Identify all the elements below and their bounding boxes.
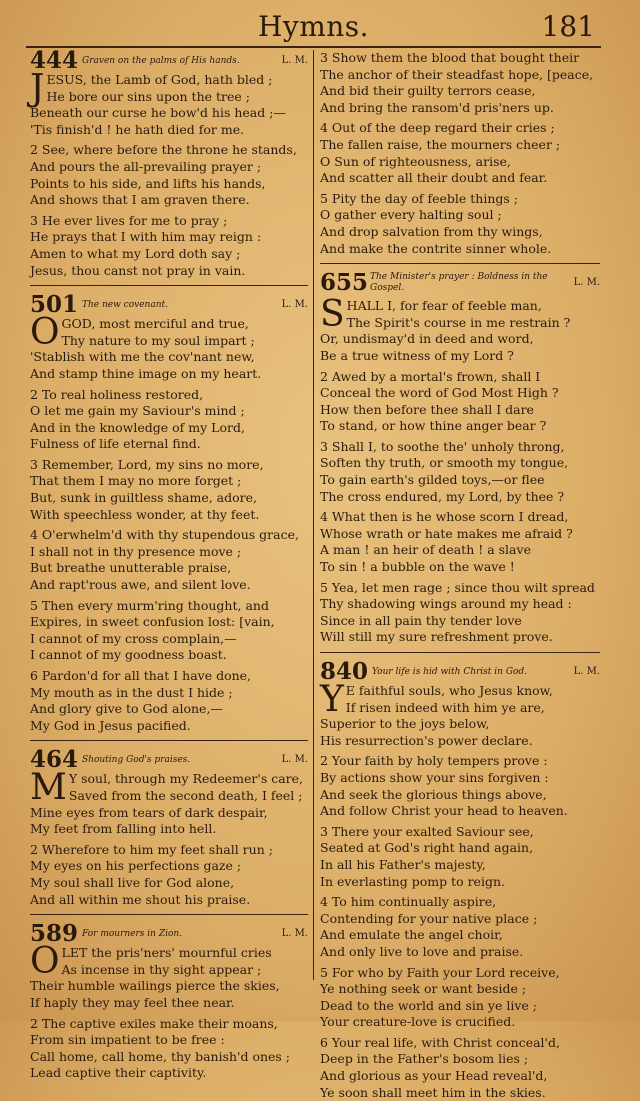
hymn-number: 501 (30, 291, 79, 319)
verse-line: Your creature-love is crucified. (320, 1014, 516, 1030)
stanza (320, 509, 600, 575)
verse-line: Thy shadowing wings around my head : (320, 596, 572, 612)
stanza (320, 1035, 600, 1101)
verse-line: 5 For who by Faith your Lord receive, (320, 964, 560, 980)
verse-line: And shows that I am graven there. (30, 192, 250, 208)
verse-line: In everlasting pomp to reign. (320, 873, 505, 889)
stanza (30, 527, 308, 593)
verse-line: 'Tis finish'd ! he hath died for me. (30, 121, 245, 137)
hymn-501 (30, 285, 308, 734)
verse-line: E faithful souls, who Jesus know, (345, 683, 553, 698)
verse-line: Deep in the Father's bosom lies ; (320, 1051, 529, 1067)
stanza (320, 824, 600, 890)
verse-line: And scatter all their doubt and fear. (320, 170, 548, 186)
column-divider (313, 50, 314, 980)
verse-line: And make the contrite sinner whole. (320, 240, 552, 256)
verse-line: And rapt'rous awe, and silent love. (30, 577, 251, 593)
hymn-meter: L. M. (281, 299, 308, 311)
hymn-444 (30, 47, 308, 279)
verse-line: Amen to what my Lord doth say ; (30, 245, 241, 261)
hymn-589 (30, 914, 308, 1082)
hymn-meter: L. M. (281, 928, 308, 940)
verse-line: 'Stablish with me the cov'nant new, (30, 349, 255, 365)
verse-line: And drop salvation from thy wings, (320, 223, 543, 239)
verse-line: The anchor of their steadfast hope, [peace, (320, 66, 594, 82)
hymn-655 (320, 263, 600, 646)
verse-line: That them I may no more forget ; (30, 473, 242, 489)
stanza (320, 580, 600, 646)
hymn-continued (320, 50, 600, 257)
verse-line: O let me gain my Saviour's mind ; (30, 403, 245, 419)
verse-line: Dead to the world and sin ye live ; (320, 997, 537, 1013)
verse-line: 5 Yea, let men rage ; since thou wilt spread (320, 579, 595, 595)
verse-line: How then before thee shall I dare (320, 401, 534, 417)
verse-line: 2 Wherefore to him my feet shall run ; (30, 841, 273, 857)
hymn-title: Graven on the palms of His hands. (82, 56, 240, 66)
verse-line: And in the knowledge of my Lord, (30, 419, 245, 435)
verse-line: From sin impatient to be free : (30, 1032, 225, 1048)
drop-cap: O (30, 312, 60, 354)
stanza (320, 50, 600, 116)
verse-line: O Sun of righteousness, arise, (320, 153, 511, 169)
hymn-title: Your life is hid with Christ in God. (372, 667, 528, 677)
hymn-meter: L. M. (281, 55, 308, 66)
stanza (320, 369, 600, 435)
verse-line: Call home, call home, thy banish'd ones ; (30, 1048, 291, 1064)
verse-line: Seated at God's right hand again, (320, 840, 534, 856)
page-header (26, 10, 601, 48)
verse-line: 6 Pardon'd for all that I have done, (30, 668, 252, 683)
verse-line: Points to his side, and lifts his hands, (30, 175, 266, 191)
verse-line: And follow Christ your head to heaven. (320, 803, 568, 819)
hymn-meter: L. M. (573, 666, 600, 677)
verse-line: My mouth as in the dust I hide ; (30, 684, 233, 700)
verse-line: GOD, most merciful and true, (61, 316, 249, 332)
hymn-number: 464 (30, 746, 79, 774)
verse-line: Mine eyes from tears of dark despair, (30, 804, 268, 820)
stanza (30, 68, 308, 138)
verse-line: With speechless wonder, at thy feet. (30, 506, 260, 522)
drop-cap: O (30, 941, 60, 983)
verse-line: Beneath our curse he bow'd his head ;— (30, 105, 286, 121)
verse-line: LET the pris'ners' mournful cries (61, 945, 272, 961)
hymn-separator-rule (30, 914, 308, 915)
stanza (30, 213, 308, 279)
stanza (320, 894, 600, 960)
verse-line: The Spirit's course in me restrain ? (346, 314, 571, 330)
verse-line: Fulness of life eternal find. (30, 436, 201, 452)
verse-line: 4 O'erwhelm'd with thy stupendous grace, (30, 527, 299, 543)
verse-line: 3 Show them the blood that bought their (320, 50, 580, 65)
verse-line: Be a true witness of my Lord ? (320, 347, 514, 363)
verse-line: And bid their guilty terrors cease, (320, 83, 536, 99)
verse-line: And bring the ransom'd pris'ners up. (320, 99, 554, 115)
verse-line: And glory give to God alone,— (30, 701, 223, 717)
hymn-title: The new covenant. (82, 300, 168, 311)
verse-line: Conceal the word of God Most High ? (320, 385, 559, 401)
stanza (320, 294, 600, 364)
verse-line: Their humble wailings pierce the skies, (30, 978, 280, 994)
verse-line: I cannot of my goodness boast. (30, 647, 227, 663)
verse-line: Y soul, through my Redeemer's care, (68, 771, 304, 787)
verse-line: And all within me shout his praise. (30, 891, 251, 907)
verse-line: I shall not in thy presence move ; (30, 543, 242, 559)
stanza (320, 120, 600, 186)
hymn-number: 444 (30, 47, 79, 74)
verse-line: My feet from falling into hell. (30, 821, 217, 837)
verse-line: My soul shall live for God alone, (30, 874, 235, 890)
verse-line: My God in Jesus pacified. (30, 717, 191, 733)
verse-line: Expires, in sweet confusion lost: [vain, (30, 614, 275, 630)
verse-line: Saved from the second death, I feel ; (68, 787, 303, 803)
verse-line: And stamp thine image on my heart. (30, 365, 262, 381)
verse-line: As incense in thy sight appear ; (61, 961, 262, 977)
verse-line: The cross endured, my Lord, by thee ? (320, 488, 565, 504)
stanza (320, 753, 600, 819)
verse-line: 2 The captive exiles make their moans, (30, 1015, 278, 1031)
verse-line: To stand, or how thine anger bear ? (320, 418, 547, 434)
hymn-meter: L. M. (573, 277, 600, 289)
verse-line: 3 Remember, Lord, my sins no more, (30, 456, 264, 472)
verse-line: And glorious as your Head reveal'd, (320, 1068, 548, 1084)
verse-line: If haply they may feel thee near. (30, 994, 235, 1010)
hymn-heading (320, 658, 600, 685)
hymn-464 (30, 740, 308, 908)
hymn-title: The Minister's prayer : Boldness in the Gospel. (370, 272, 548, 294)
verse-line: 5 Pity the day of feeble things ; (320, 190, 518, 206)
verse-line: I cannot of my cross complain,— (30, 630, 237, 646)
verse-line: ESUS, the Lamb of God, hath bled ; (46, 72, 273, 87)
verse-line: In all his Father's majesty, (320, 856, 486, 872)
stanza (30, 598, 308, 664)
page-number: 181 (541, 10, 595, 43)
hymn-number: 589 (30, 920, 79, 948)
right-column (320, 50, 600, 1101)
stanza (30, 1016, 308, 1082)
hymn-heading (30, 920, 308, 948)
verse-line: And emulate the angel choir, (320, 927, 503, 943)
verse-line: Soften thy truth, or smooth my tongue, (320, 455, 569, 471)
verse-line: O gather every halting soul ; (320, 207, 502, 223)
hymn-heading (320, 269, 600, 298)
stanza (320, 679, 600, 749)
verse-line: He bore our sins upon the tree ; (46, 88, 250, 104)
drop-cap: S (320, 294, 345, 336)
stanza (30, 312, 308, 382)
left-column (30, 47, 308, 1082)
verse-line: Since in all pain thy tender love (320, 612, 522, 628)
stanza (30, 767, 308, 837)
verse-line: 2 Awed by a mortal's frown, shall I (320, 368, 541, 384)
verse-line: Will still my sure refreshment prove. (320, 629, 553, 645)
stanza (30, 142, 308, 208)
verse-line: And only live to love and praise. (320, 943, 524, 959)
hymn-title: Shouting God's praises. (82, 755, 191, 766)
verse-line: Whose wrath or hate makes me afraid ? (320, 525, 573, 541)
verse-line: His resurrection's power declare. (320, 732, 533, 748)
verse-line: But, sunk in guiltless shame, adore, (30, 490, 258, 506)
hymn-heading (30, 746, 308, 774)
verse-line: A man ! an heir of death ! a slave (320, 542, 531, 558)
verse-line: The fallen raise, the mourners cheer ; (320, 136, 561, 152)
verse-line: 4 What then is he whose scorn I dread, (320, 509, 569, 525)
verse-line: Contending for your native place ; (320, 910, 538, 926)
hymn-heading (30, 47, 308, 74)
verse-line: He prays that I with him may reign : (30, 229, 262, 245)
hymn-separator-rule (320, 652, 600, 653)
drop-cap: Y (320, 679, 344, 720)
verse-line: 6 Your real life, with Christ conceal'd, (320, 1034, 560, 1050)
page-title: Hymns. (257, 10, 370, 43)
verse-line: And seek the glorious things above, (320, 786, 547, 802)
verse-line: 2 To real holiness restored, (30, 386, 204, 402)
verse-line: And pours the all-prevailing prayer ; (30, 158, 262, 174)
verse-line: By actions show your sins forgiven : (320, 769, 549, 785)
stanza (30, 842, 308, 908)
verse-line: 2 See, where before the throne he stands, (30, 142, 297, 158)
drop-cap: M (30, 767, 67, 809)
hymn-separator-rule (30, 740, 308, 741)
verse-line: Ye nothing seek or want beside ; (320, 981, 527, 997)
verse-line: Jesus, thou canst not pray in vain. (30, 262, 246, 278)
stanza (30, 668, 308, 734)
stanza (320, 439, 600, 505)
verse-line: But breathe unutterable praise, (30, 560, 232, 576)
hymn-840 (320, 652, 600, 1101)
hymn-title: For mourners in Zion. (82, 929, 183, 940)
stanza (30, 387, 308, 453)
stanza (30, 457, 308, 523)
verse-line: If risen indeed with him ye are, (345, 699, 545, 715)
hymn-heading (30, 291, 308, 319)
verse-line: My eyes on his perfections gaze ; (30, 858, 242, 874)
hymn-meter: L. M. (281, 754, 308, 766)
drop-cap: J (30, 68, 45, 109)
stanza (30, 941, 308, 1011)
hymn-number: 655 (320, 269, 369, 297)
verse-line: 4 To him continually aspire, (320, 894, 497, 910)
verse-line: 2 Your faith by holy tempers prove : (320, 753, 548, 769)
verse-line: 5 Then every murm'ring thought, and (30, 597, 269, 613)
verse-line: 3 He ever lives for me to pray ; (30, 212, 228, 228)
verse-line: 4 Out of the deep regard their cries ; (320, 120, 555, 136)
verse-line: Or, undismay'd in deed and word, (320, 331, 534, 347)
verse-line: 3 There your exalted Saviour see, (320, 823, 534, 839)
verse-line: Superior to the joys below, (320, 716, 490, 732)
verse-line: To sin ! a bubble on the wave ! (320, 559, 515, 575)
stanza (320, 191, 600, 257)
verse-line: 3 Shall I, to soothe the' unholy throng, (320, 438, 565, 454)
verse-line: Ye soon shall meet him in the skies. (320, 1084, 546, 1100)
verse-line: To gain earth's gilded toys,—or flee (320, 472, 545, 488)
hymn-separator-rule (320, 263, 600, 264)
verse-line: Thy nature to my soul impart ; (61, 332, 255, 348)
verse-line: Lead captive their captivity. (30, 1065, 207, 1081)
verse-line: HALL I, for fear of feeble man, (346, 298, 542, 314)
hymn-separator-rule (30, 285, 308, 286)
hymn-number: 840 (320, 658, 369, 685)
